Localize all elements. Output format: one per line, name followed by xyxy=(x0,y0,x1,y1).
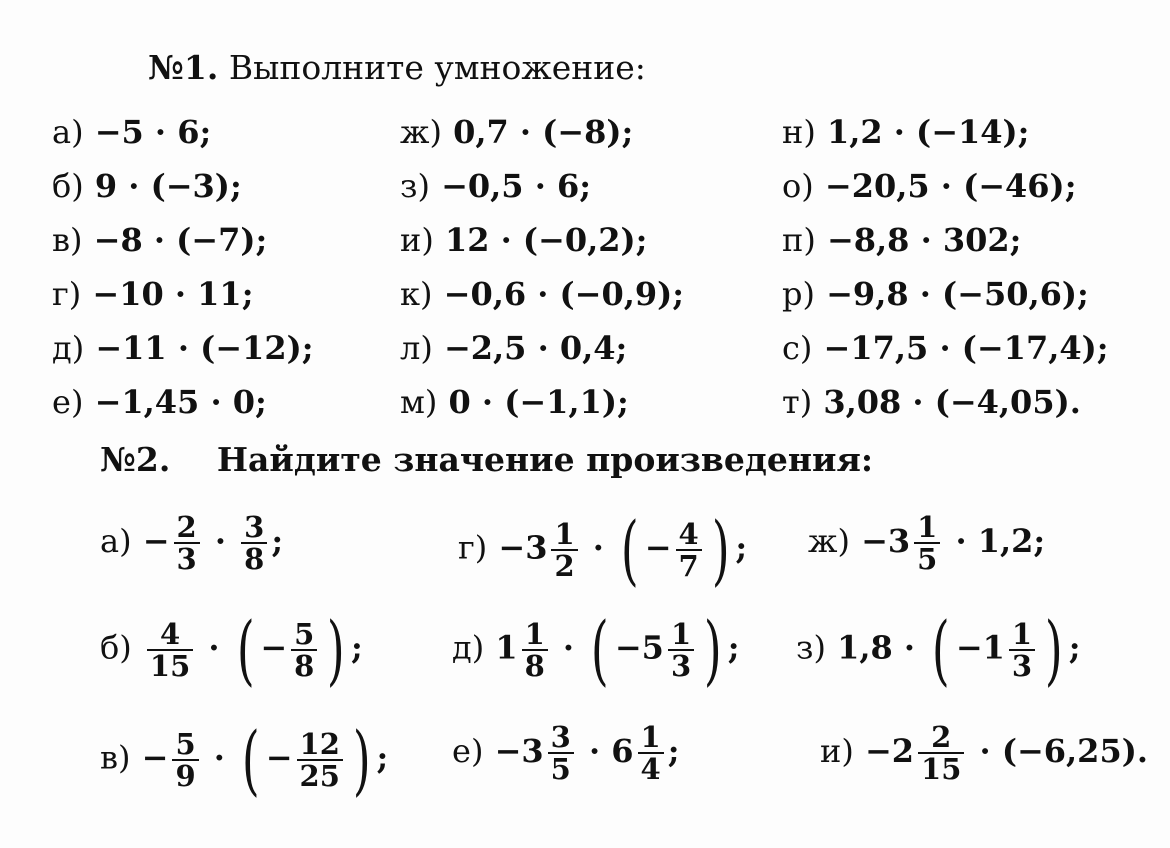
task2-item-v: в) − $\frac{5}{9}$ · ( − $\frac{12}{25}$ ) ; xyxy=(100,715,389,804)
fraction: $\frac{12}{25}$ xyxy=(297,729,343,792)
list-item: н) 1,2 · (−14); xyxy=(782,113,1030,151)
list-item: в) −8 · (−7); xyxy=(52,221,268,259)
task2-number: №2. xyxy=(100,440,171,479)
fraction: $\frac{5}{8}$ xyxy=(291,619,317,682)
list-item: а) −5 · 6; xyxy=(52,113,212,151)
task2-heading xyxy=(100,440,873,479)
task2-item-b: б) $\frac{4}{15}$ · ( − $\frac{5}{8}$ ) ; xyxy=(100,605,363,694)
fraction: $\frac{1}{8}$ xyxy=(522,619,548,682)
list-item: г) −10 · 11; xyxy=(52,275,254,313)
fraction: $\frac{2}{3}$ xyxy=(174,512,200,575)
fraction: $\frac{2}{15}$ xyxy=(918,722,964,785)
task2-item-a: а) − $\frac{2}{3}$ · $\frac{3}{8}$ ; xyxy=(100,510,284,577)
fraction: $\frac{1}{3}$ xyxy=(1009,619,1035,682)
task2-title: Найдите значение произведения: xyxy=(216,440,874,479)
fraction: $\frac{1}{3}$ xyxy=(668,619,694,682)
task2-item-zh: ж) −3 $\frac{1}{5}$ · 1,2; xyxy=(808,510,1046,577)
fraction: $\frac{1}{2}$ xyxy=(551,519,577,582)
list-item: о) −20,5 · (−46); xyxy=(782,167,1077,205)
list-item: е) −1,45 · 0; xyxy=(52,383,267,421)
list-item: с) −17,5 · (−17,4); xyxy=(782,329,1109,367)
list-item: т) 3,08 · (−4,05). xyxy=(782,383,1081,421)
list-item: и) 12 · (−0,2); xyxy=(400,221,648,259)
task2-item-d: д) 1 $\frac{1}{8}$ · ( −5 $\frac{1}{3}$ ) ; xyxy=(452,605,740,694)
task2-item-g: г) −3 $\frac{1}{2}$ · ( − $\frac{4}{7}$ ) ; xyxy=(458,505,748,594)
task2-item-z: з) 1,8 · ( −1 $\frac{1}{3}$ ) ; xyxy=(796,605,1081,694)
fraction: $\frac{3}{8}$ xyxy=(241,512,267,575)
list-item: к) −0,6 · (−0,9); xyxy=(400,275,685,313)
fraction: $\frac{1}{4}$ xyxy=(638,722,664,785)
list-item: м) 0 · (−1,1); xyxy=(400,383,629,421)
list-item: б) 9 · (−3); xyxy=(52,167,242,205)
task1-number: №1. xyxy=(148,48,219,87)
task1-column-3 xyxy=(782,112,1109,436)
fraction: $\frac{4}{7}$ xyxy=(676,519,702,582)
list-item: л) −2,5 · 0,4; xyxy=(400,329,628,367)
list-item: р) −9,8 · (−50,6); xyxy=(782,275,1089,313)
task1-column-2 xyxy=(400,112,684,436)
task1-heading xyxy=(148,48,646,87)
task2-item-e: е) −3 $\frac{3}{5}$ · 6 $\frac{1}{4}$ ; xyxy=(452,720,680,787)
task1-column-1 xyxy=(52,112,314,436)
fraction: $\frac{5}{9}$ xyxy=(172,729,198,792)
fraction: $\frac{1}{5}$ xyxy=(914,512,940,575)
list-item: з) −0,5 · 6; xyxy=(400,167,592,205)
list-item: п) −8,8 · 302; xyxy=(782,221,1022,259)
list-item: д) −11 · (−12); xyxy=(52,329,314,367)
task1-title: Выполните умножение: xyxy=(228,48,646,87)
task2-item-i: и) −2 $\frac{2}{15}$ · (−6,25). xyxy=(820,720,1148,787)
list-item: ж) 0,7 · (−8); xyxy=(400,113,634,151)
fraction: $\frac{3}{5}$ xyxy=(548,722,574,785)
fraction: $\frac{4}{15}$ xyxy=(147,619,193,682)
